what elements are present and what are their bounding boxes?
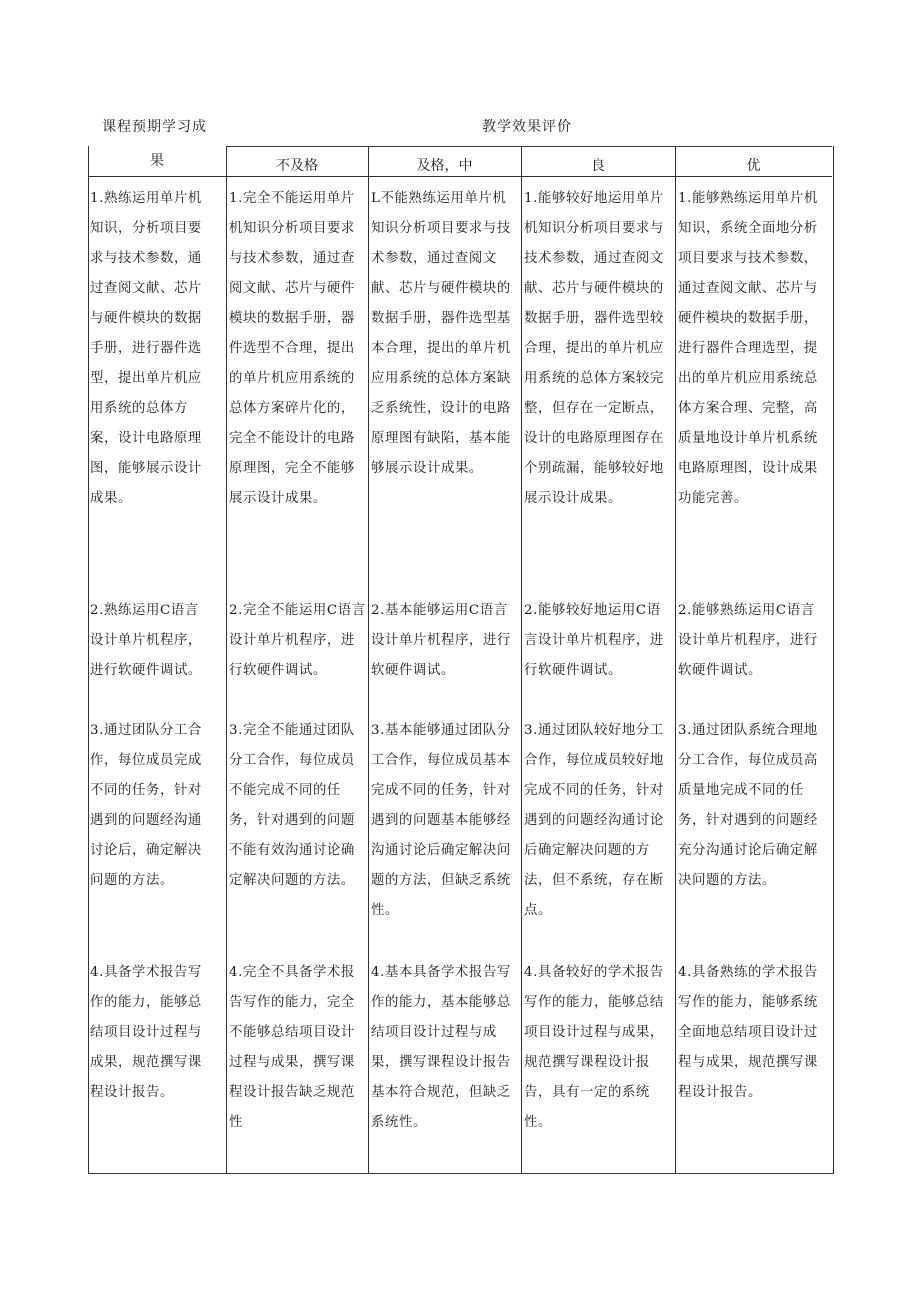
outcome-column-title-cont: 果 <box>150 153 164 169</box>
col-divider-3 <box>521 146 522 1173</box>
evaluation-title: 教学效果评价 <box>482 119 572 135</box>
excellent-cell-3: 3.通过团队系统合理地分工合作，每位成员高质量地完成不同的任务，针对遇到的问题经充分沟通讨论后确定解决问题的方法。 <box>678 723 818 888</box>
header-rule <box>226 146 832 147</box>
outcome-cell-4: 4.具备学术报告写作的能力，能够总结项目设计过程与成果，规范撰写课程设计报告。 <box>90 965 202 1100</box>
col-divider-1 <box>226 146 227 1173</box>
col-divider-4 <box>675 146 676 1173</box>
col-header-excellent: 优 <box>746 158 761 174</box>
pass-cell-3: 3.基本能够通过团队分工合作，每位成员基本完成不同的任务，针对遇到的问题基本能够经沟通讨论后确定解决问题的方法，但缺乏系统性。 <box>371 723 511 918</box>
col-divider-2 <box>368 146 369 1173</box>
fail-cell-3: 3.完全不能通过团队分工合作，每位成员不能完成不同的任务，针对遇到的问题不能有效沟通讨论确定解决问题的方法。 <box>229 723 355 888</box>
header-bottom-rule <box>88 176 832 177</box>
fail-cell-2: 2.完全不能运用C语言设计单片机程序，进行软硬件调试。 <box>229 603 366 678</box>
col-header-good: 良 <box>591 158 605 174</box>
excellent-cell-1: 1.能够熟练运用单片机知识，系统全面地分析项目要求与技术参数，通过查阅文献、芯片与硬件模块的数据手册，进行器件合理选型，提出的单片机应用系统总体方案合理、完整，高质量地设计单片机系统电路原理图，设计成果功能完善。 <box>678 191 818 506</box>
outcome-cell-1: 1.熟练运用单片机知识，分析项目要求与技术参数，通过查阅文献、芯片与硬件模块的数据手册，进行器件选型，提出单片机应用系统的总体方案，设计电路原理图，能够展示设计成果。 <box>90 191 202 506</box>
outcome-column-title: 课程预期学习成 <box>102 119 207 135</box>
pass-cell-2: 2.基本能够运用C语言设计单片机程序，进行软硬件调试。 <box>371 603 511 678</box>
outcome-cell-3: 3.通过团队分工合作，每位成员完成不同的任务，针对遇到的问题经沟通讨论后，确定解决问题的方法。 <box>90 723 202 888</box>
excellent-cell-4: 4.具备熟练的学术报告写作的能力，能够系统全面地总结项目设计过程与成果，规范撰写课程设计报告。 <box>678 965 818 1100</box>
col-header-fail: 不及格 <box>276 158 318 174</box>
fail-cell-4: 4.完全不具备学术报告写作的能力，完全不能够总结项目设计过程与成果，撰写课程设计报告缺乏规范性 <box>229 965 355 1130</box>
good-cell-1: 1.能够较好地运用单片机知识分析项目要求与技术参数，通过查阅文献、芯片与硬件模块的数据手册，器件选型较合理，提出的单片机应用系统的总体方案较完整，但存在一定断点，设计的电路原理图存在个别疏漏，能够较好地展示设计成果。 <box>524 191 664 506</box>
excellent-cell-2: 2.能够熟练运用C语言设计单片机程序，进行软硬件调试。 <box>678 603 818 678</box>
pass-cell-4: 4.基本具备学术报告写作的能力，基本能够总结项目设计过程与成果，撰写课程设计报告基本符合规范，但缺乏系统性。 <box>371 965 511 1130</box>
fail-cell-1: 1.完全不能运用单片机知识分析项目要求与技术参数，通过查阅文献、芯片与硬件模块的数据手册，器件选型不合理，提出的单片机应用系统的总体方案碎片化的，完全不能设计的电路原理图，完全不能够展示设计成果。 <box>229 191 355 506</box>
pass-cell-1: L不能熟练运用单片机知识分析项目要求与技术参数，通过查阅文献、芯片与硬件模块的数据手册，器件选型基本合理，提出的单片机应用系统的总体方案缺乏系统性，设计的电路原理图有缺陷，基本能够展示设计成果。 <box>371 191 511 476</box>
col-header-pass: 及格，中 <box>416 158 473 174</box>
good-cell-3: 3.通过团队较好地分工合作，每位成员较好地完成不同的任务，针对遇到的问题经沟通讨论后确定解决问题的方法，但不系统，存在断点。 <box>524 723 664 918</box>
good-cell-4: 4.具备较好的学术报告写作的能力，能够总结项目设计过程与成果，规范撰写课程设计报告，具有一定的系统性。 <box>524 965 664 1130</box>
good-cell-2: 2.能够较好地运用C语言设计单片机程序，进行软硬件调试。 <box>524 603 664 678</box>
outcome-cell-2: 2.熟练运用C语言设计单片机程序，进行软硬件调试。 <box>90 603 202 678</box>
